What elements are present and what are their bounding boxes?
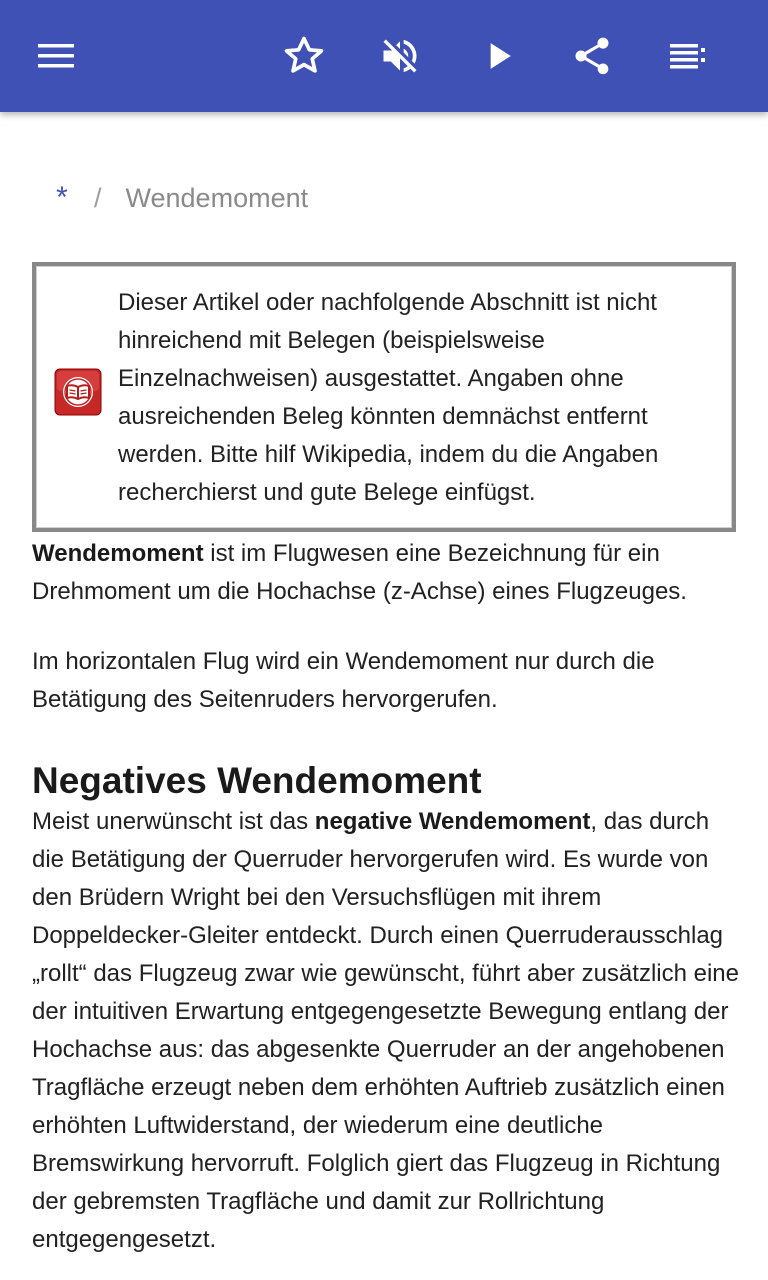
breadcrumb-current: Wendemoment	[125, 182, 309, 213]
section-text-start: Meist unerwünscht ist das	[32, 808, 315, 835]
section-heading: Negatives Wendemoment	[32, 760, 482, 801]
article-content	[32, 535, 742, 1259]
breadcrumb	[56, 176, 308, 220]
share-button[interactable]	[560, 24, 624, 88]
breadcrumb-home-link[interactable]: *	[56, 181, 68, 214]
book-icon	[54, 368, 102, 416]
playlist-icon	[668, 36, 708, 76]
breadcrumb-separator: /	[94, 182, 102, 213]
section-text-rest: , das durch die Betätigung der Querruder hervorgerufen wird. Es wurde von den Brüdern Wright bei den Versuchsflügen mit ihrem Doppeldecker-Gleiter entdeckt. Durch einen Querruderausschlag „rollt“ das Flugzeug zwar wie gewünscht, führt aber zusätzlich eine der intuitiven Erwartung entgegengesetzte Bewegung entlang der Hochachse aus: das abgesenkte Querruder an der angehobenen Tragfläche erzeugt neben dem erhöhten Auftrieb zusätzlich einen erhöhten Luftwiderstand, der wiederum eine deutliche Bremswirkung hervorruft. Folglich giert das Flugzeug in Richtung der gebremsten Tragfläche und damit zur Rollrichtung entgegengesetzt.	[32, 808, 739, 1253]
second-paragraph: Im horizontalen Flug wird ein Wendemoment nur durch die Betätigung des Seitenruders hervorgerufen.	[32, 648, 655, 713]
play-icon	[476, 34, 520, 78]
intro-text: ist im Flugwesen eine Bezeichnung für ein Drehmoment um die Hochachse (z-Achse) eines Flugzeuges.	[32, 540, 687, 605]
section-paragraph	[32, 803, 742, 1259]
notice-text: Dieser Artikel oder nachfolgende Abschnitt ist nicht hinreichend mit Belegen (beispielsweise Einzelnachweisen) ausgestattet. Angaben ohne ausreichenden Beleg könnten demnächst entfernt werden. Bitte hilf Wikipedia, indem du die Angaben recherchierst und gute Belege einfügst.	[118, 289, 659, 506]
intro-term: Wendemoment	[32, 540, 204, 567]
contents-button[interactable]	[656, 24, 720, 88]
volume-off-icon	[378, 34, 422, 78]
sources-notice-box	[32, 262, 736, 532]
intro-paragraph	[32, 535, 742, 611]
bookmark-button[interactable]	[272, 24, 336, 88]
share-icon	[570, 34, 614, 78]
star-outline-icon	[282, 34, 326, 78]
menu-button[interactable]	[24, 24, 88, 88]
menu-icon	[36, 36, 76, 76]
play-button[interactable]	[466, 24, 530, 88]
mute-button[interactable]	[368, 24, 432, 88]
section-term: negative Wendemoment	[314, 808, 591, 835]
app-bar	[0, 0, 768, 112]
